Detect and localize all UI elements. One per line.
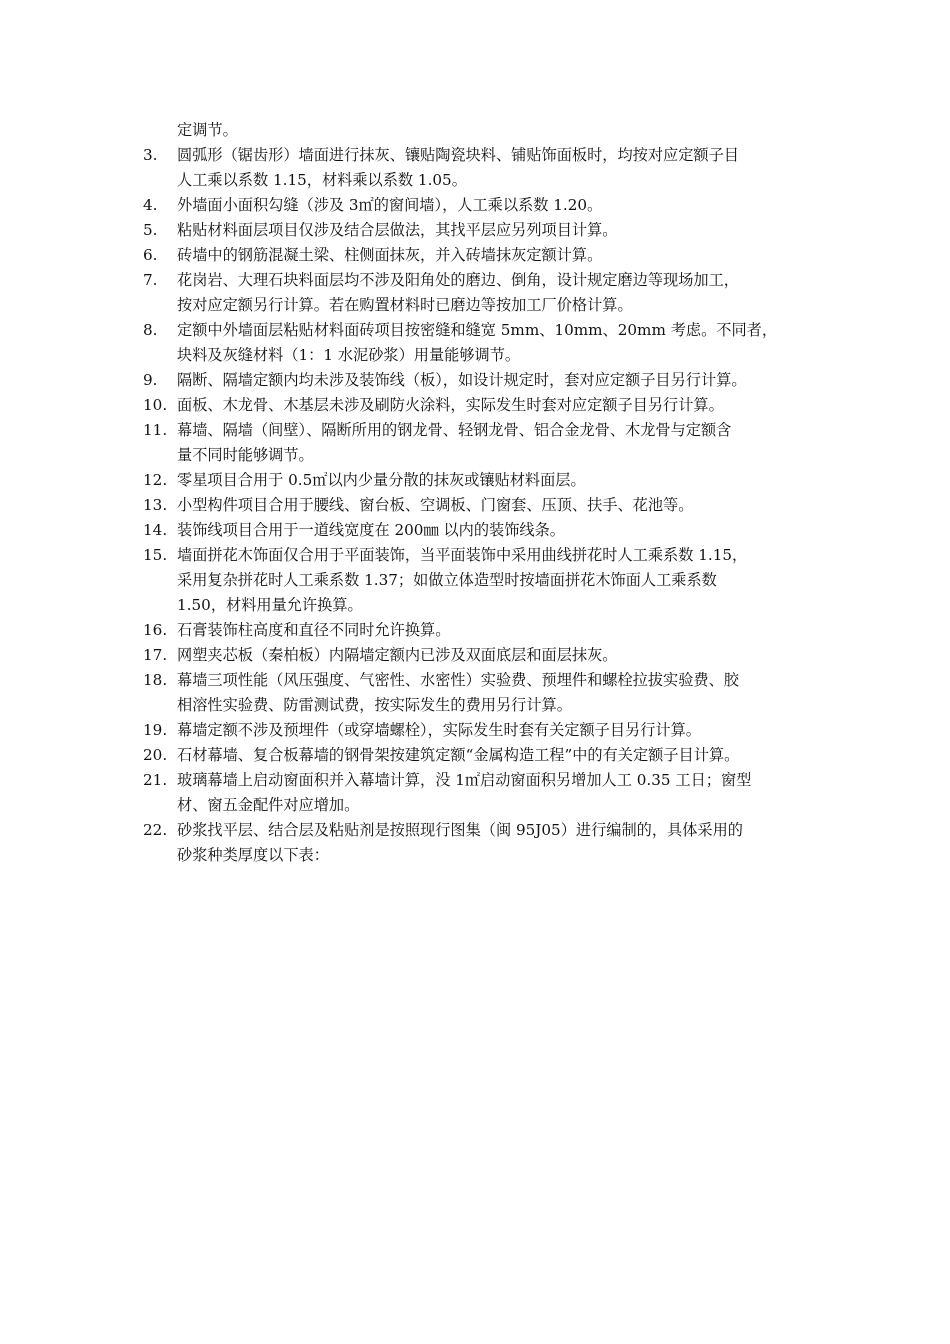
list-item-text: 材、窗五金配件对应增加。	[177, 796, 360, 814]
list-item-line	[143, 168, 823, 193]
list-item-number: 7.	[143, 271, 158, 289]
list-item-line	[143, 543, 823, 568]
list-item-text: 定额中外墙面层粘贴材料面砖项目按密缝和缝宽 5mm、10mm、20mm 考虑。不同者，	[177, 321, 778, 339]
list-item-line	[143, 743, 823, 768]
list-item-text: 装饰线项目合用于一道线宽度在 200㎜ 以内的装饰线条。	[177, 521, 565, 539]
list-item-number: 15.	[143, 546, 168, 564]
list-item-line	[143, 143, 823, 168]
list-item-text: 石膏装饰柱高度和直径不同时允许换算。	[177, 621, 451, 639]
list-item-text: 粘贴材料面层项目仅涉及结合层做法，其找平层应另列项目计算。	[177, 221, 618, 239]
list-item-text: 1.50，材料用量允许换算。	[177, 596, 363, 614]
list-item-number: 18.	[143, 671, 168, 689]
list-item-line	[143, 593, 823, 618]
list-item-number: 10.	[143, 396, 168, 414]
list-item-line	[143, 693, 823, 718]
list-item-text: 花岗岩、大理石块料面层均不涉及阳角处的磨边、倒角，设计规定磨边等现场加工，	[177, 271, 739, 289]
list-item-text: 砖墙中的钢筋混凝土梁、柱侧面抹灰，并入砖墙抹灰定额计算。	[177, 246, 603, 264]
list-item-number: 17.	[143, 646, 168, 664]
list-item-text: 外墙面小面积勾缝（涉及 3㎡的窗间墙），人工乘以系数 1.20。	[177, 196, 603, 214]
list-item-text: 圆弧形（锯齿形）墙面进行抹灰、镶贴陶瓷块料、铺贴饰面板时，均按对应定额子目	[177, 146, 739, 164]
list-item-text: 幕墙、隔墙（间壁）、隔断所用的钢龙骨、轻钢龙骨、铝合金龙骨、木龙骨与定额含	[177, 421, 732, 439]
list-item-line	[143, 243, 823, 268]
list-item-line	[143, 843, 823, 868]
list-item-text: 量不同时能够调节。	[177, 446, 314, 464]
list-item-line	[143, 418, 823, 443]
list-item-text: 人工乘以系数 1.15，材料乘以系数 1.05。	[177, 171, 467, 189]
list-item-number: 12.	[143, 471, 168, 489]
list-item-text: 隔断、隔墙定额内均未涉及装饰线（板），如设计规定时，套对应定额子目另行计算。	[177, 371, 747, 389]
list-item-number: 11.	[143, 421, 168, 439]
list-item-line	[143, 368, 823, 393]
list-item-text: 网塑夹芯板（秦柏板）内隔墙定额内已涉及双面底层和面层抹灰。	[177, 646, 618, 664]
list-item-line	[143, 568, 823, 593]
list-item-line	[143, 393, 823, 418]
list-item-line	[143, 193, 823, 218]
list-item-line	[143, 443, 823, 468]
list-item-text: 相溶性实验费、防雷测试费，按实际发生的费用另行计算。	[177, 696, 572, 714]
list-item-text: 小型构件项目合用于腰线、窗台板、空调板、门窗套、压顶、扶手、花池等。	[177, 496, 694, 514]
list-item-number: 3.	[143, 146, 158, 164]
list-item-text: 块料及灰缝材料（1：1 水泥砂浆）用量能够调节。	[177, 346, 521, 364]
list-item-text: 采用复杂拼花时人工乘系数 1.37；如做立体造型时按墙面拼花木饰面人工乘系数	[177, 571, 717, 589]
list-item-number: 19.	[143, 721, 168, 739]
list-item-text: 面板、木龙骨、木基层未涉及刷防火涂料，实际发生时套对应定额子目另行计算。	[177, 396, 724, 414]
list-item-number: 16.	[143, 621, 168, 639]
list-item-text: 零星项目合用于 0.5㎡以内少量分散的抹灰或镶贴材料面层。	[177, 471, 586, 489]
list-item-number: 8.	[143, 321, 158, 339]
list-item-line	[143, 718, 823, 743]
list-item-line	[143, 768, 823, 793]
document-body	[143, 118, 823, 868]
continuation-line	[143, 118, 823, 143]
list-item-number: 4.	[143, 196, 158, 214]
list-item-line	[143, 618, 823, 643]
list-item-line	[143, 493, 823, 518]
list-item-text: 石材幕墙、复合板幕墙的钢骨架按建筑定额“金属构造工程”中的有关定额子目计算。	[177, 746, 740, 764]
list-item-text: 玻璃幕墙上启动窗面积并入幕墙计算，没 1㎡启动窗面积另增加人工 0.35 工日；窗型	[177, 771, 752, 789]
list-item-text: 按对应定额另行计算。若在购置材料时已磨边等按加工厂价格计算。	[177, 296, 633, 314]
list-item-number: 6.	[143, 246, 158, 264]
list-item-text: 墙面拼花木饰面仅合用于平面装饰，当平面装饰中采用曲线拼花时人工乘系数 1.15，	[177, 546, 748, 564]
continuation-text: 定调节。	[177, 121, 238, 139]
list-item-line	[143, 318, 823, 343]
list-item-text: 砂浆找平层、结合层及粘贴剂是按照现行图集（闽 95J05）进行编制的，具体采用的	[177, 821, 743, 839]
list-item-number: 21.	[143, 771, 168, 789]
list-item-number: 13.	[143, 496, 168, 514]
list-item-line	[143, 643, 823, 668]
list-item-number: 20.	[143, 746, 168, 764]
list-item-number: 22.	[143, 821, 168, 839]
list-item-line	[143, 293, 823, 318]
list-item-text: 砂浆种类厚度以下表：	[177, 846, 329, 864]
list-item-line	[143, 343, 823, 368]
list-item-line	[143, 668, 823, 693]
list-item-text: 幕墙三项性能（风压强度、气密性、水密性）实验费、预埋件和螺栓拉拔实验费、胶	[177, 671, 739, 689]
list-item-line	[143, 518, 823, 543]
list-item-number: 14.	[143, 521, 168, 539]
list-item-number: 9.	[143, 371, 158, 389]
list-item-line	[143, 468, 823, 493]
list-item-line	[143, 818, 823, 843]
list-item-text: 幕墙定额不涉及预埋件（或穿墙螺栓），实际发生时套有关定额子目另行计算。	[177, 721, 701, 739]
list-item-number: 5.	[143, 221, 158, 239]
list-item-line	[143, 218, 823, 243]
list-item-line	[143, 268, 823, 293]
list-item-line	[143, 793, 823, 818]
